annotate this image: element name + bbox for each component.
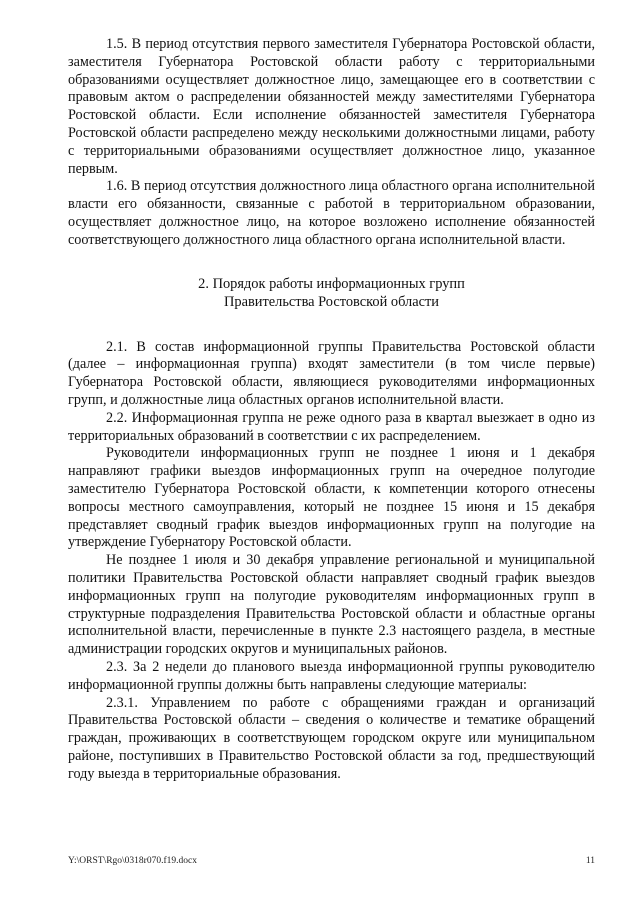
section-heading: [68, 275, 595, 311]
paragraph-2-2-schedule: Руководители информационных групп не позднее 1 июня и 1 декабря направляют графики выездов информационных групп на очередное полугодие заместителю Губернатора Ростовской области, к компетенции которого отнесены вопросы местного самоуправления, который не позднее 15 июня и 15 декабря представляет сводный график выездов информационных групп на полугодие на утверждение Губернатору Ростовской области.: [68, 445, 595, 551]
page-footer: [68, 856, 595, 866]
paragraph-2-1: 2.1. В состав информационной группы Правительства Ростовской области (далее – информационная группа) входят заместители (в том числе первые) Губернатора Ростовской области, являющиеся руководителями информационных групп, и должностные лица областных органов исполнительной власти.: [68, 338, 595, 408]
paragraph-1-5: 1.5. В период отсутствия первого заместителя Губернатора Ростовской области, заместителя Губернатора Ростовской области работу с территориальными образованиями осуществляет должностное лицо, замещающее его в соответствии с правовым актом о распределении обязанностей между заместителями Губернатора Ростовской области. Если исполнение обязанностей заместителя Губернатора Ростовской области распределено между несколькими должностными лицами, работу с территориальными образованиями осуществляет должностное лицо, указанное первым.: [68, 36, 595, 177]
page-number: 11: [585, 856, 595, 866]
footer-file-path: Y:\ORST\Rgo\0318r070.f19.docx: [68, 856, 197, 866]
paragraph-1-6: 1.6. В период отсутствия должностного лица областного органа исполнительной власти его обязанности, связанные с работой в территориальном образовании, осуществляет должностное лицо, на которое возложено исполнение обязанностей соответствующего должностного лица областного органа исполнительной власти.: [68, 178, 595, 248]
document-page: [68, 36, 595, 783]
paragraph-2-3-1: 2.3.1. Управлением по работе с обращениями граждан и организаций Правительства Ростовской области – сведения о количестве и тематике обращений граждан, проживающих в соответствующем городском округе или муниципальном районе, поступивших в Правительство Ростовской области за год, предшествующий году выезда в территориальные образования.: [68, 694, 595, 782]
section-heading-line-2: Правительства Ростовской области: [224, 293, 439, 310]
paragraph-2-2-distribution: Не позднее 1 июля и 30 декабря управление региональной и муниципальной политики Правительства Ростовской области направляет сводный график выездов информационных групп на полугодие руководителям информационных групп в структурные подразделения Правительства Ростовской области и областные органы исполнительной власти, перечисленные в пункте 2.3 настоящего раздела, в местные администрации городских округов и муниципальных районов.: [68, 552, 595, 658]
paragraph-2-2: 2.2. Информационная группа не реже одного раза в квартал выезжает в одно из территориальных образований в соответствии с их распределением.: [68, 409, 595, 444]
section-heading-line-1: 2. Порядок работы информационных групп: [198, 275, 465, 292]
paragraph-2-3: 2.3. За 2 недели до планового выезда информационной группы руководителю информационной группы должны быть направлены следующие материалы:: [68, 658, 595, 693]
